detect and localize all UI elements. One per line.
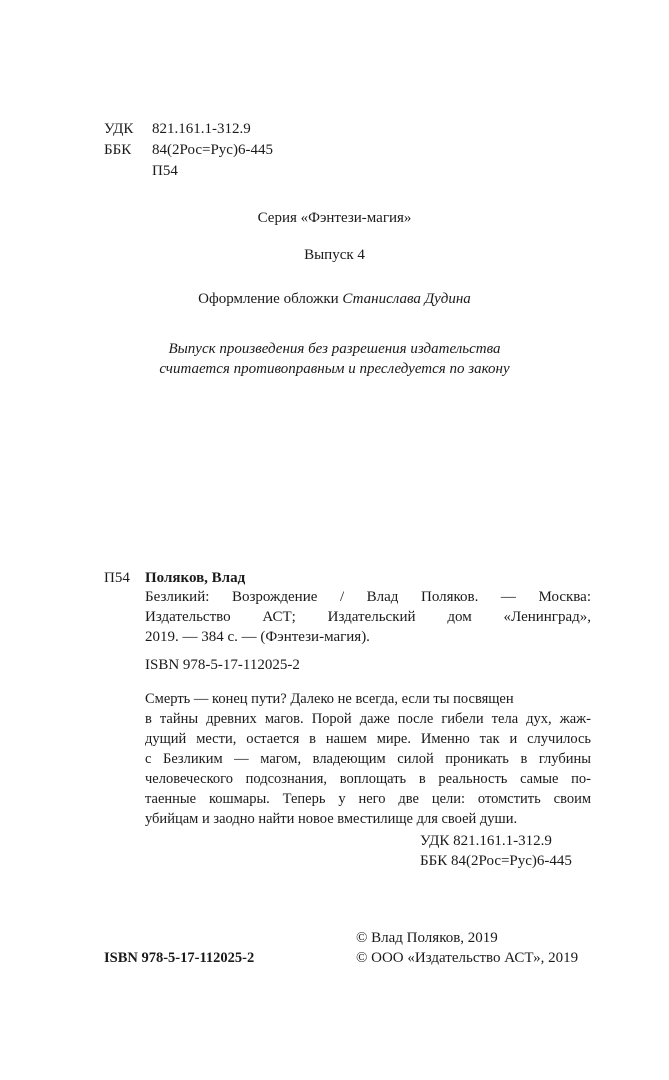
copyright-notice-line-2: считается противоправным и преследуется по закону — [159, 361, 510, 377]
catalog-description-line-3: 2019. — 384 с. — (Фэнтези-магия). — [145, 629, 370, 645]
cover-label: Оформление обложки — [198, 291, 339, 307]
udk-label: УДК — [104, 121, 134, 137]
udk-value: 821.161.1-312.9 — [152, 121, 251, 137]
udk-top-line — [104, 121, 251, 138]
bbk-label: ББК — [104, 142, 132, 158]
issue-line: Выпуск 4 — [304, 247, 365, 263]
annotation-line-1: Смерть — конец пути? Далеко не всегда, если ты посвящен — [145, 691, 514, 707]
annotation-line-3: дущий мести, остается в нашем мире. Именно так и случилось — [145, 731, 591, 747]
catalog-author-mark: П54 — [104, 570, 130, 586]
annotation-line-5: человеческого подсознания, воплощать в реальность самые по- — [145, 771, 591, 787]
annotation-line-6: таенные кошмары. Теперь у него две цели: отомстить своим — [145, 791, 591, 807]
udk-bottom-line: УДК 821.161.1-312.9 — [420, 833, 552, 849]
annotation-line-4: с Безликим — магом, владеющим силой проникать в глубины — [145, 751, 591, 767]
cover-design-line — [0, 291, 669, 308]
catalog-description-line-2: Издательство АСТ; Издательский дом «Ленинград», — [145, 609, 591, 625]
copyright-notice-line-1: Выпуск произведения без разрешения издательства — [168, 341, 501, 357]
bbk-bottom-line: ББК 84(2Рос=Рус)6-445 — [420, 853, 572, 869]
annotation-line-7: убийцам и заодно найти новое вместилище для своей души. — [145, 811, 518, 827]
bbk-value: 84(2Рос=Рус)6-445 — [152, 142, 273, 158]
bbk-top-line — [104, 142, 273, 159]
author-mark-top: П54 — [152, 163, 178, 179]
copyright-publisher: © ООО «Издательство АСТ», 2019 — [356, 950, 579, 966]
catalog-isbn: ISBN 978-5-17-112025-2 — [145, 657, 300, 673]
copyright-author: © Влад Поляков, 2019 — [356, 930, 498, 946]
catalog-author: Поляков, Влад — [145, 570, 246, 586]
series-line: Серия «Фэнтези-магия» — [257, 210, 412, 226]
catalog-description-line-1: Безликий: Возрождение / Влад Поляков. — Москва: — [145, 589, 591, 605]
footer-isbn: ISBN 978-5-17-112025-2 — [104, 950, 255, 966]
cover-designer: Станислава Дудина — [342, 291, 471, 307]
annotation-line-2: в тайны древних магов. Порой даже после гибели тела дух, жаж- — [145, 711, 591, 727]
